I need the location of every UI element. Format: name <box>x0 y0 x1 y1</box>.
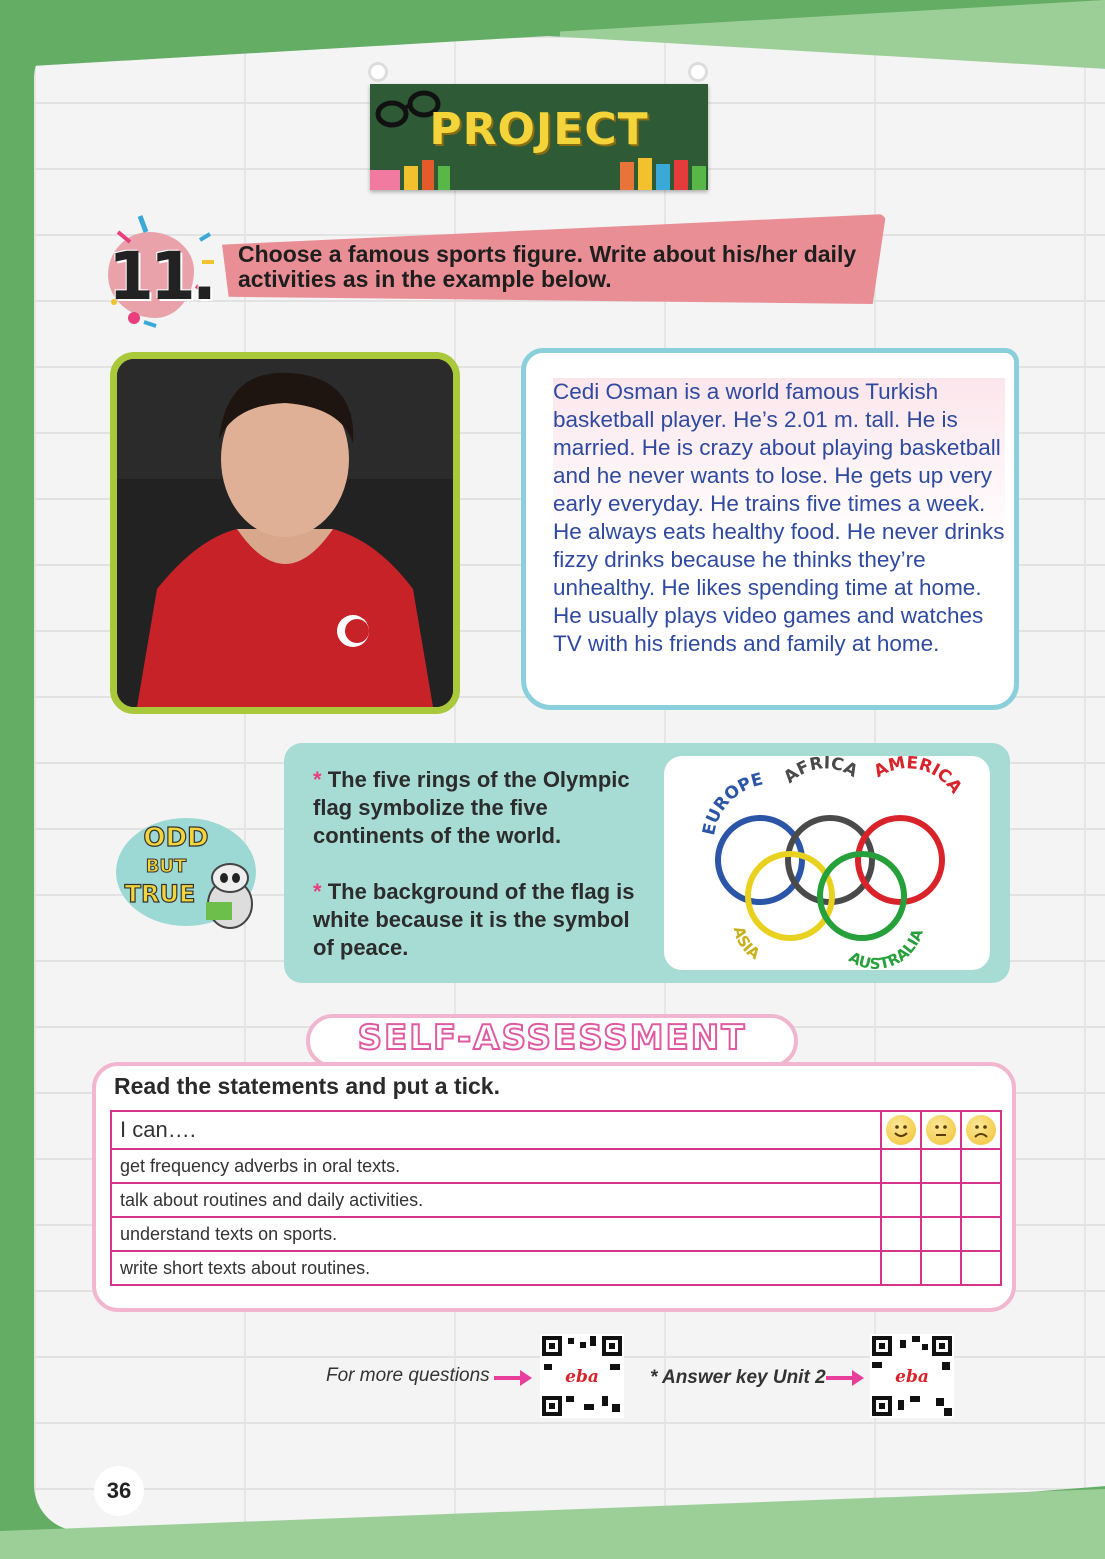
qr-eba-label: eba <box>895 1367 929 1387</box>
label-africa: AFRICA <box>780 756 862 788</box>
pin-icon <box>368 62 388 82</box>
task-number: 11. <box>108 238 213 315</box>
tick-cell-sad[interactable] <box>961 1149 1001 1183</box>
task-number-badge <box>100 210 220 330</box>
table-row <box>111 1217 1001 1251</box>
label-asia: ASIA <box>729 924 764 964</box>
fact-item: * The background of the flag is white because it is the symbol of peace. <box>313 879 635 960</box>
pin-icon <box>688 62 708 82</box>
odd-but-true-badge <box>114 810 270 934</box>
example-text: Cedi Osman is a world famous Turkish basketball player. He’s 2.01 m. tall. He is married. He is crazy about playing basketball and he never wants to lose. He gets up very early everyday. He trains five times a week. He always eats healthy food. He never drinks fizzy drinks because he thinks they’re unhealthy. He likes spending time at home. He usually plays video games and watches TV with his friends and family at home. <box>553 379 1005 656</box>
table-row <box>111 1149 1001 1183</box>
neutral-face-cell <box>921 1111 961 1149</box>
page-number: 36 <box>94 1466 144 1516</box>
happy-face-icon <box>886 1115 916 1145</box>
statement-cell: write short texts about routines. <box>111 1251 881 1285</box>
tick-cell-sad[interactable] <box>961 1217 1001 1251</box>
qr-eba-label: eba <box>565 1367 599 1387</box>
self-assessment-table <box>110 1110 1002 1286</box>
qr-code-icon[interactable] <box>540 1334 624 1418</box>
statement-cell: talk about routines and daily activities. <box>111 1183 881 1217</box>
badge-word-true: TRUE <box>124 880 196 908</box>
label-europe: EUROPE <box>699 769 766 838</box>
table-row <box>111 1251 1001 1285</box>
project-banner <box>370 84 708 190</box>
statement-cell: get frequency adverbs in oral texts. <box>111 1149 881 1183</box>
badge-word-but: BUT <box>145 856 187 877</box>
pencils-icon <box>370 156 708 190</box>
answer-key-label: * Answer key Unit 2 <box>650 1367 826 1388</box>
happy-face-cell <box>881 1111 921 1149</box>
table-header-row <box>111 1111 1001 1149</box>
header-can: I can…. <box>111 1111 881 1149</box>
sad-face-icon <box>966 1115 996 1145</box>
tick-cell-neutral[interactable] <box>921 1251 961 1285</box>
olympic-rings-card <box>664 756 990 970</box>
fact-list <box>313 766 653 962</box>
tick-cell-neutral[interactable] <box>921 1217 961 1251</box>
table-row <box>111 1183 1001 1217</box>
tick-cell-sad[interactable] <box>961 1183 1001 1217</box>
tick-cell-neutral[interactable] <box>921 1149 961 1183</box>
arrow-right-icon <box>494 1368 534 1388</box>
project-title: PROJECT <box>429 104 649 155</box>
badge-word-odd: ODD <box>143 823 209 853</box>
label-america: AMERICA <box>870 756 966 798</box>
tick-cell-happy[interactable] <box>881 1183 921 1217</box>
tick-cell-happy[interactable] <box>881 1251 921 1285</box>
self-assessment-title: SELF-ASSESSMENT <box>357 1018 747 1058</box>
tick-cell-neutral[interactable] <box>921 1183 961 1217</box>
tick-cell-happy[interactable] <box>881 1217 921 1251</box>
sad-face-cell <box>961 1111 1001 1149</box>
fact-item: * The five rings of the Olympic flag symbolize the five continents of the world. <box>313 767 630 848</box>
neutral-face-icon <box>926 1115 956 1145</box>
tick-cell-sad[interactable] <box>961 1251 1001 1285</box>
statement-cell: understand texts on sports. <box>111 1217 881 1251</box>
qr-code-icon[interactable] <box>870 1334 954 1418</box>
arrow-right-icon <box>826 1368 866 1388</box>
self-assessment-instruction: Read the statements and put a tick. <box>114 1073 500 1099</box>
athlete-photo <box>110 352 460 714</box>
tick-cell-happy[interactable] <box>881 1149 921 1183</box>
label-australia: AUSTRALIA <box>845 926 927 970</box>
task-instruction: Choose a famous sports figure. Write about his/her daily activities as in the example below. <box>238 241 857 292</box>
more-questions-label: For more questions <box>326 1365 490 1386</box>
